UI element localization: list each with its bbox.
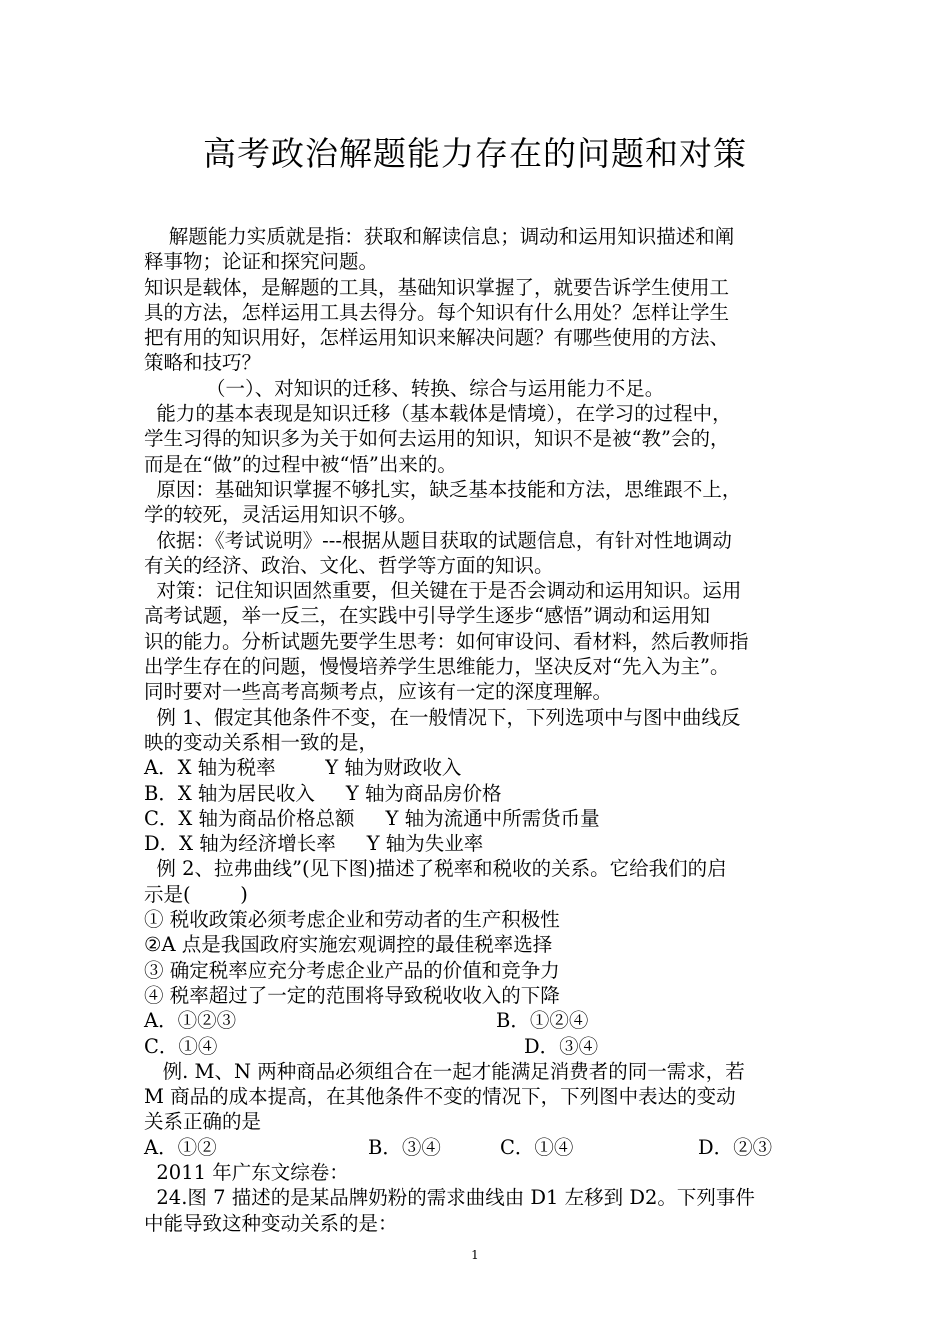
section-heading: （一）、对知识的迁移、转换、综合与运用能力不足。	[144, 376, 665, 400]
example-question: 例 2、拉弗曲线”(见下图)描述了税率和税收的关系。它给我们的启	[144, 857, 727, 881]
page-number: 1	[471, 1248, 479, 1262]
text-line: 策略和技巧？	[144, 351, 262, 375]
answer-option: C．X 轴为商品价格总额 Y 轴为流通中所需货币量	[144, 806, 600, 830]
answer-option: B．X 轴为居民收入 Y 轴为商品房价格	[144, 781, 502, 805]
answer-option: A．①②③	[144, 1009, 237, 1033]
text-line: 把有用的知识用好，怎样运用知识来解决问题？有哪些使用的方法、	[144, 326, 730, 350]
example-question: 例 1、假定其他条件不变，在一般情况下，下列选项中与图中曲线反	[144, 705, 741, 729]
text-line: 原因：基础知识掌握不够扎实，缺乏基本技能和方法，思维跟不上，	[144, 477, 742, 501]
answer-option: B．③④	[368, 1135, 441, 1159]
text-line: 能力的基本表现是知识迁移（基本载体是情境），在学习的过程中，	[144, 402, 732, 426]
example-question: 例. M、N 两种商品必须组合在一起才能满足消费者的同一需求，若	[144, 1059, 745, 1083]
answer-option: A．①②	[144, 1135, 217, 1159]
answer-option: C．①④	[500, 1135, 574, 1159]
document-body	[144, 224, 810, 1236]
text-line: 具的方法，怎样运用工具去得分。每个知识有什么用处？怎样让学生	[144, 300, 730, 324]
answer-option: A．X 轴为税率 Y 轴为财政收入	[144, 756, 462, 780]
text-line: 有关的经济、政治、文化、哲学等方面的知识。	[144, 553, 554, 577]
text-line: 出学生存在的问题，慢慢培养学生思维能力，坚决反对“先入为主”。	[144, 655, 730, 679]
text-line: 解题能力实质就是指：获取和解读信息；调动和运用知识描述和阐	[144, 225, 735, 248]
text-line: 而是在“做”的过程中被“悟”出来的。	[144, 452, 457, 476]
answer-options-row	[144, 1135, 810, 1160]
statement-item: ① 税收政策必须考虑企业和劳动者的生产积极性	[144, 908, 560, 932]
answer-option: D．②③	[698, 1135, 773, 1159]
example-question: M 商品的成本提高，在其他条件不变的情况下，下列图中表达的变动	[144, 1085, 736, 1109]
statement-item: ②A 点是我国政府实施宏观调控的最佳税率选择	[144, 933, 553, 957]
text-line: 同时要对一些高考高频考点，应该有一定的深度理解。	[144, 680, 613, 704]
text-line: 对策：记住知识固然重要，但关键在于是否会调动和运用知识。运用	[144, 579, 742, 603]
statement-item: ④ 税率超过了一定的范围将导致税收收入的下降	[144, 983, 560, 1007]
text-line: 学的较死，灵活运用知识不够。	[144, 503, 418, 527]
text-line: 依据：《考试说明》---根据从题目获取的试题信息，有针对性地调动	[144, 528, 732, 552]
example-question: 映的变动关系相一致的是，	[144, 730, 379, 754]
text-line: 学生习得的知识多为关于如何去运用的知识，知识不是被“教”会的，	[144, 427, 730, 451]
document-title: 高考政治解题能力存在的问题和对策	[203, 134, 747, 173]
answer-options-row	[144, 1008, 810, 1033]
statement-item: ③ 确定税率应充分考虑企业产品的价值和竞争力	[144, 958, 560, 982]
example-question: 24.图 7 描述的是某品牌奶粉的需求曲线由 D1 左移到 D2。下列事件	[144, 1186, 755, 1210]
example-question: 示是( )	[144, 882, 248, 906]
text-line: 释事物；论证和探究问题。	[144, 250, 379, 274]
text-line: 知识是载体，是解题的工具，基础知识掌握了，就要告诉学生使用工	[144, 275, 730, 299]
answer-option: D．③④	[524, 1034, 599, 1058]
text-line: 识的能力。分析试题先要学生思考：如何审设问、看材料，然后教师指	[144, 629, 749, 653]
answer-option: C．①④	[144, 1034, 218, 1058]
answer-options-row	[144, 1034, 810, 1059]
text-line: 高考试题，举一反三，在实践中引导学生逐步“感悟”调动和运用知	[144, 604, 710, 628]
text-line: 2011 年广东文综卷：	[144, 1160, 349, 1184]
example-question: 关系正确的是	[144, 1110, 262, 1134]
answer-option: B．①②④	[496, 1009, 589, 1033]
answer-option: D．X 轴为经济增长率 Y 轴为失业率	[144, 832, 484, 856]
example-question: 中能导致这种变动关系的是：	[144, 1211, 398, 1235]
